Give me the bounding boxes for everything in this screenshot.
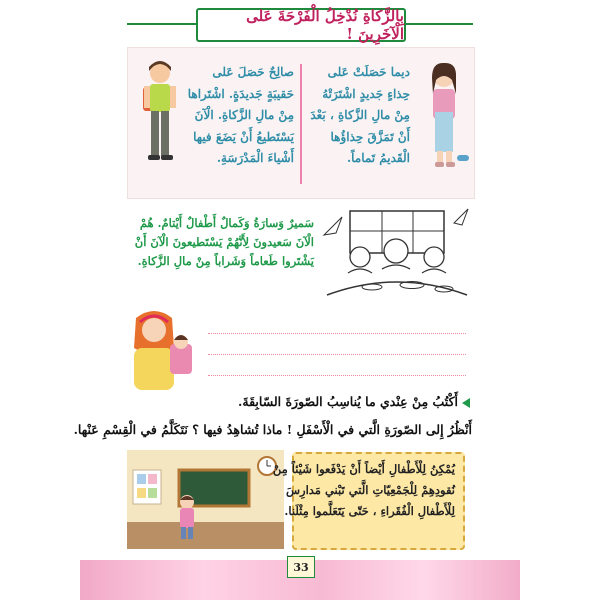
orphans-paragraph	[134, 214, 314, 271]
page-number: 33	[287, 556, 315, 578]
info-line: لِلْأَطْفالِ الْفُقَراءِ ، حَتّى يَتَعَلَّموا مِثْلَنا.	[284, 504, 455, 518]
orphans-eating-sketch	[322, 203, 472, 303]
mother-and-daughter-illustration	[126, 308, 204, 390]
page-title: بِالزَّكاةِ نُدْخِلُ الْفَرْحَةَ عَلى الْآخَرِينَ !	[196, 8, 406, 42]
story-line: مِنْ مالِ الزَّكاةِ. الْآنَ	[194, 108, 294, 122]
story-line: حَقيبَةٍ جَديدَةٍ. اشْتَراها	[187, 86, 294, 101]
story-saleh	[186, 62, 294, 170]
bullet-arrow-icon	[462, 398, 470, 408]
story-dima	[310, 62, 410, 170]
story-line: يَسْتَطيعُ أَنْ يَضَعَ فيها	[193, 129, 294, 144]
story-line: مِنْ مالِ الزَّكاةِ ، بَعْدَ	[310, 108, 410, 122]
info-line: نُقودِهِمْ لِلْجَمْعِيّاتِ الَّتي تَبْني مَدارِسَ	[285, 483, 455, 497]
paragraph-line: سَميرٌ وَسارَةُ وَكَمالٌ أَطْفالٌ أَيْتامٌ. هُمْ	[139, 216, 314, 230]
story-line: الْقَديمُ تَماماً.	[346, 151, 410, 165]
girl-with-shoes-illustration	[418, 60, 470, 172]
info-box	[272, 452, 465, 550]
info-line: يُمْكِنُ لِلْأَطْفالِ أَيْضاً أَنْ يَدْفَعوا شَيْئاً مِنْ	[272, 462, 455, 476]
paragraph-line: يَشْتَروا طَعاماً وَشَراباً مِنْ مالِ الزَّكاةِ.	[137, 254, 314, 268]
story-line: حِذاءٍ جَديدٍ اشْتَرَتْهُ	[322, 86, 410, 101]
story-line: أَنْ تَمَزَّقَ حِذاؤُها	[330, 129, 410, 144]
writing-line-3	[208, 375, 466, 376]
writing-line-1	[208, 333, 466, 334]
boy-with-backpack-illustration	[135, 57, 185, 172]
stories-divider	[300, 64, 302, 184]
story-line: صالِحٌ حَصَلَ عَلى	[212, 65, 294, 79]
story-line: ديما حَصَلَتْ عَلى	[327, 65, 410, 79]
story-line: أَشْياءَ الْمَدْرَسَةِ.	[216, 151, 294, 165]
title-rule-right	[402, 23, 473, 25]
instruction-look: أَنْظُرُ إِلى الصّورَةِ الَّتي في الْأَسْفَلِ ! ماذا تُشاهِدُ فيها ؟ نَتَكَلَّمُ في الْقِسْمِ عَنْها.	[73, 422, 472, 437]
writing-line-2	[208, 354, 466, 355]
instruction-write: أَكْتُبُ مِنْ عِنْدي ما يُناسِبُ الصّورَةَ السّابِقَةَ.	[238, 394, 458, 409]
paragraph-line: الْآنَ سَعيدونَ لِأَنَّهُمْ يَسْتَطيعونَ الْآنَ أَنْ	[134, 235, 314, 249]
title-rule-left	[127, 23, 197, 25]
classroom-illustration	[127, 450, 284, 549]
